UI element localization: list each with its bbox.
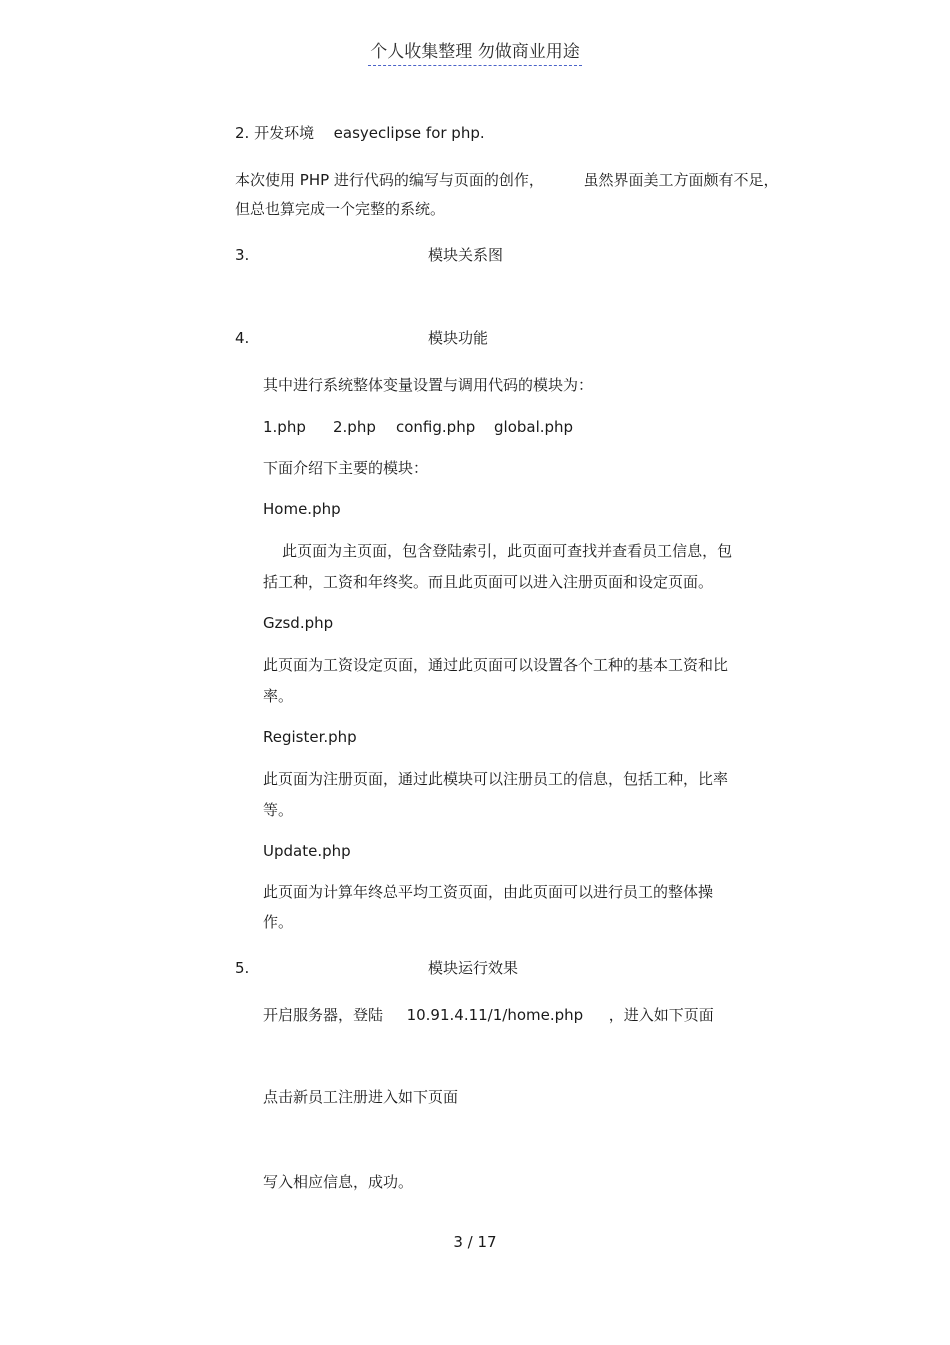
module-gzsd-desc-1: 此页面为工资设定页面，通过此页面可以设置各个工种的基本工资和比 [263, 656, 729, 674]
section-3-title: 模块关系图 [428, 246, 504, 264]
section-5-title: 模块运行效果 [428, 959, 519, 977]
core-file-config: config.php [396, 418, 476, 436]
module-update-desc-2: 作。 [263, 913, 294, 931]
section-4-title: 模块功能 [428, 329, 489, 347]
dev-env-line [235, 126, 485, 141]
module-gzsd-name: Gzsd.php [263, 614, 334, 632]
page-number: 3 / 17 [453, 1233, 497, 1251]
intro-part1: 本次使用 PHP 进行代码的编写与页面的创作， [235, 171, 544, 189]
intro-line-1 [235, 173, 779, 188]
dev-env-label: 2. 开发环境 [235, 124, 315, 142]
dev-env-value: easyeclipse for php. [333, 124, 485, 142]
core-file-1: 1.php [263, 418, 306, 436]
module-register-desc-1: 此页面为注册页面，通过此模块可以注册员工的信息，包括工种，比率 [263, 770, 729, 788]
section-5-number: 5. [235, 959, 250, 977]
run-step-1-text-a: 开启服务器，登陆 [263, 1006, 384, 1024]
module-home-name: Home.php [263, 500, 341, 518]
modules-intro: 其中进行系统整体变量设置与调用代码的模块为： [263, 376, 594, 394]
core-file-2: 2.php [333, 418, 376, 436]
module-home-desc-1: 此页面为主页面，包含登陆索引，此页面可查找并查看员工信息，包 [263, 542, 733, 560]
module-update-desc-1: 此页面为计算年终总平均工资页面，由此页面可以进行员工的整体操 [263, 883, 714, 901]
header-watermark-text: 个人收集整理 勿做商业用途 [368, 42, 581, 66]
run-step-3: 写入相应信息，成功。 [263, 1173, 414, 1191]
intro-line-2: 但总也算完成一个完整的系统。 [235, 200, 446, 218]
module-gzsd-desc-2: 率。 [263, 687, 294, 705]
module-home-desc-2: 括工种，工资和年终奖。而且此页面可以进入注册页面和设定页面。 [263, 573, 714, 591]
run-step-2: 点击新员工注册进入如下页面 [263, 1088, 459, 1106]
module-register-desc-2: 等。 [263, 801, 294, 819]
run-step-1-url: 10.91.4.11/1/home.php [406, 1006, 584, 1024]
module-register-name: Register.php [263, 728, 357, 746]
run-step-1-text-b: ，进入如下页面 [608, 1006, 714, 1024]
core-file-global: global.php [494, 418, 574, 436]
page-header [0, 44, 950, 61]
section-3-number: 3. [235, 246, 250, 264]
run-step-1 [263, 1008, 714, 1023]
module-update-name: Update.php [263, 842, 351, 860]
intro-part2: 虽然界面美工方面颇有不足， [583, 171, 779, 189]
main-modules-intro: 下面介绍下主要的模块： [263, 459, 429, 477]
section-4-number: 4. [235, 329, 250, 347]
